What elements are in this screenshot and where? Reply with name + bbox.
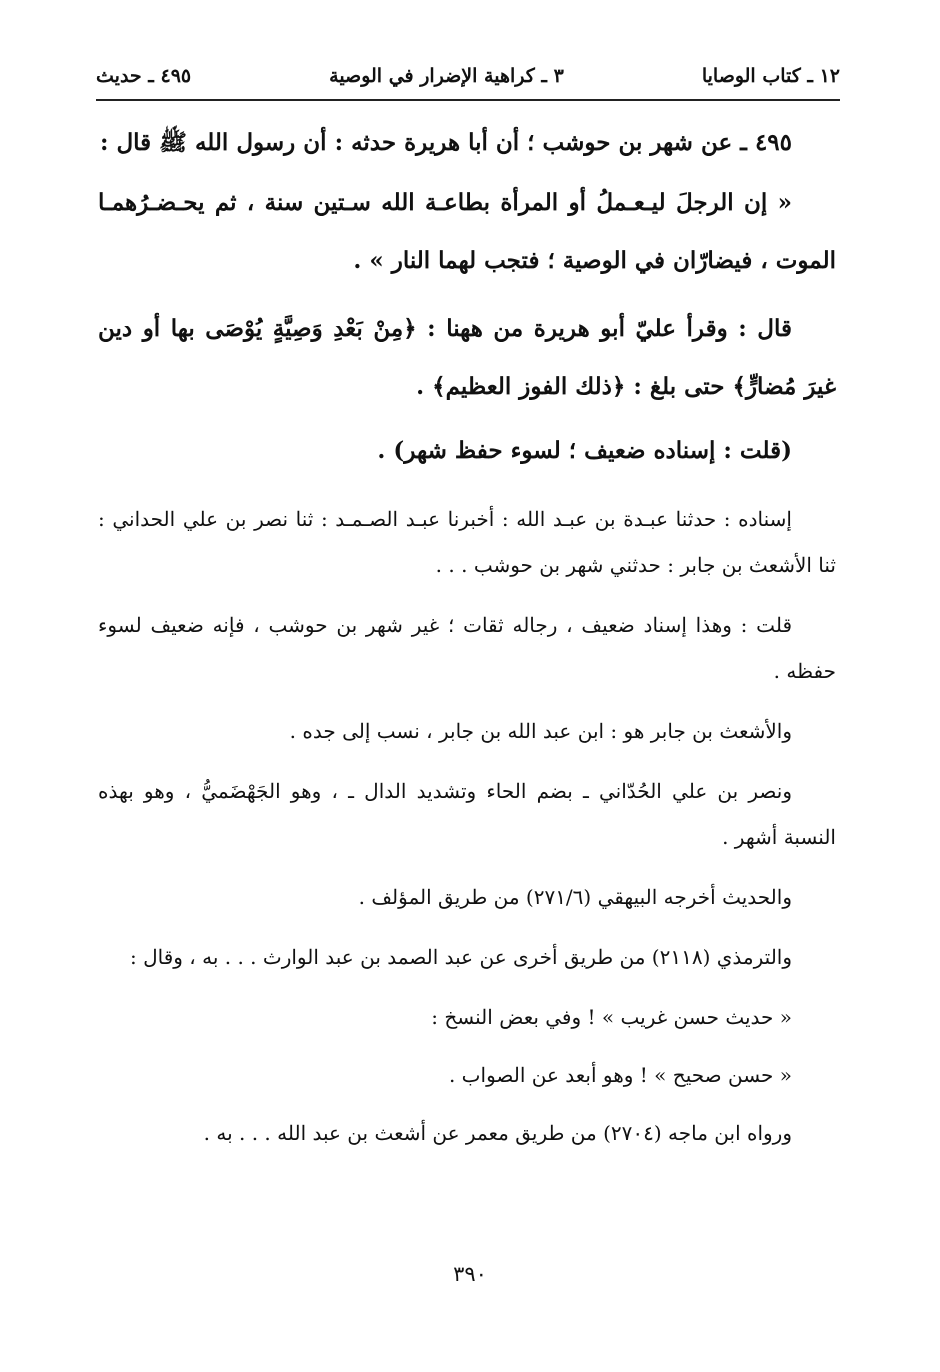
commentary-paragraph: والترمذي (٢١١٨) من طريق أخرى عن عبد الصمد بن عبد الوارث . . . به ، وقال :: [129, 945, 792, 969]
commentary-paragraph: ورواه ابن ماجه (٢٧٠٤) من طريق معمر عن أشعث بن عبد الله . . . به .: [203, 1121, 792, 1145]
page-body: [98, 112, 836, 1156]
commentary-paragraph: ونصر بن علي الحُدّاني ـ بضم الحاء وتشديد الدال ـ ، وهو الجَهْضَميُّ ، وهو بهذه النسبة أشهر .: [98, 779, 836, 849]
header-hadith-number: ٤٩٥ ـ حديث: [96, 65, 192, 87]
grading-note: (قلت : إسناده ضعيف ؛ لسوء حفظ شهر) .: [377, 437, 792, 464]
quoted-grading: « حسن صحيح » ! وهو أبعد عن الصواب .: [448, 1063, 792, 1087]
header-rule: [96, 99, 840, 101]
commentary-paragraph: قلت : وهذا إسناد ضعيف ، رجاله ثقات ؛ غير شهر بن حوشب ، فإنه ضعيف لسوء حفظه .: [98, 613, 836, 683]
hadith-addition: قال : وقرأ عليّ أبو هريرة من ههنا : ﴿مِنْ بَعْدِ وَصِيَّةٍ يُوْصَى بها أو دين غيرَ مُضارٍّ﴾ حتى بلغ : ﴿ذلك الفوز العظيم﴾ .: [98, 315, 836, 400]
hadith-text: « إن الرجلَ ليـعـملُ أو المرأة بطاعـة الله سـتين سنة ، ثم يحـضـرُهمـا الموت ، فيضارّان في الوصية ؛ فتجب لهما النار » .: [98, 189, 836, 274]
running-header: [96, 58, 840, 94]
header-chapter-title: ٣ ـ كراهية الإضرار في الوصية: [329, 65, 564, 87]
hadith-chain-line: ٤٩٥ ـ عن شهر بن حوشب ؛ أن أبا هريرة حدثه : أن رسول الله ﷺ قال :: [99, 129, 792, 156]
header-book-title: ١٢ ـ كتاب الوصايا: [701, 65, 840, 87]
isnad-paragraph: إسناده : حدثنا عبـدة بن عبـد الله : أخبرنا عبـد الصـمـد : ثنا نصر بن علي الحداني : ثنا الأشعث بن جابر : حدثني شهر بن حوشب . . .: [98, 507, 836, 577]
commentary-paragraph: والأشعث بن جابر هو : ابن عبد الله بن جابر ، نسب إلى جده .: [289, 719, 792, 743]
page-number: ٣٩٠: [453, 1262, 487, 1286]
quoted-grading: « حديث حسن غريب » ! وفي بعض النسخ :: [431, 1005, 792, 1029]
commentary-paragraph: والحديث أخرجه البيهقي (٢٧١/٦) من طريق المؤلف .: [358, 885, 792, 909]
